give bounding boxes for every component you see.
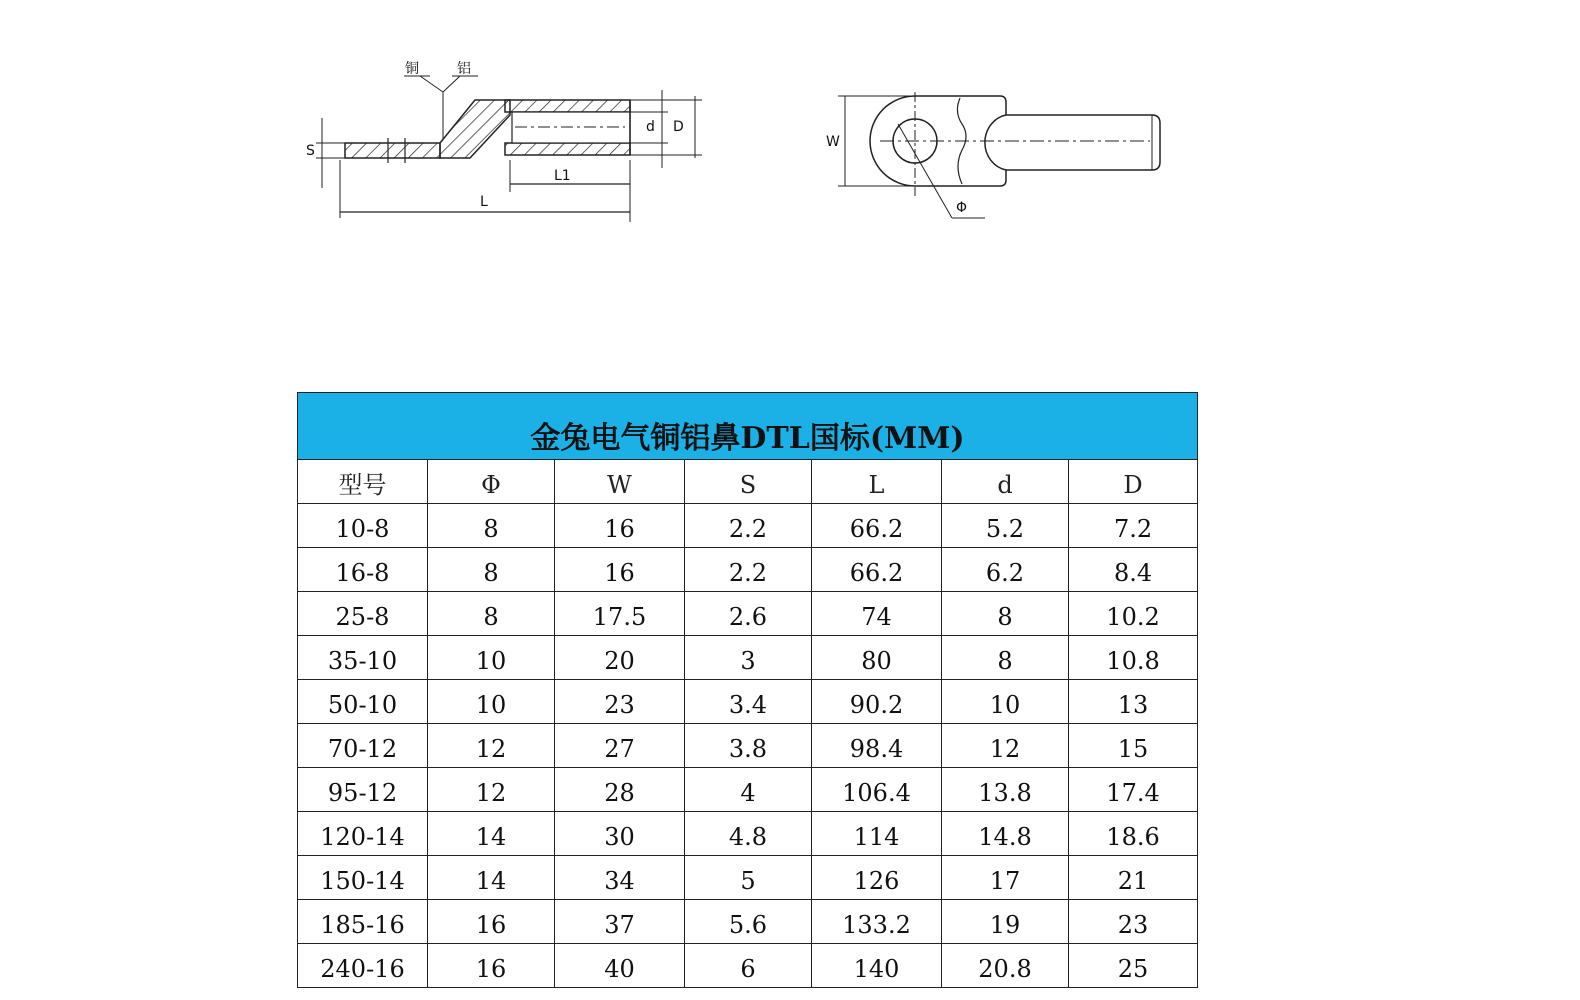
column-header: Φ (428, 460, 555, 504)
table-cell: 7.2 (1069, 504, 1198, 548)
table-header-row (298, 460, 1198, 504)
table-cell: 70-12 (298, 724, 428, 768)
table-cell: 3 (685, 636, 812, 680)
table-cell: 16 (428, 944, 555, 988)
table-cell: 30 (555, 812, 685, 856)
table-cell: 50-10 (298, 680, 428, 724)
column-header: S (685, 460, 812, 504)
table-cell: 80 (812, 636, 942, 680)
table-cell: 35-10 (298, 636, 428, 680)
phi-dimension-label: Φ (956, 200, 968, 216)
table-cell: 27 (555, 724, 685, 768)
barrel-outline (1006, 115, 1160, 170)
aluminum-label: 铝 (457, 61, 471, 77)
table-cell: 23 (1069, 900, 1198, 944)
table-cell: 17.5 (555, 592, 685, 636)
table-cell: 3.8 (685, 724, 812, 768)
table-cell: 14.8 (942, 812, 1069, 856)
table-cell: 2.2 (685, 548, 812, 592)
technical-drawing (0, 0, 1580, 260)
table-title: 金兔电气铜铝鼻DTL国标(MM) (298, 393, 1198, 460)
column-header: D (1069, 460, 1198, 504)
side-view (306, 60, 702, 222)
table-row (298, 900, 1198, 944)
L-dimension-label: L (480, 194, 488, 210)
table-cell: 8 (942, 636, 1069, 680)
table-cell: 8 (428, 548, 555, 592)
L1-dimension-label: L1 (554, 168, 571, 184)
transition-section (440, 100, 510, 158)
table-cell: 16-8 (298, 548, 428, 592)
table-cell: 12 (428, 768, 555, 812)
s-dimension-label: S (306, 143, 315, 159)
table-cell: 14 (428, 812, 555, 856)
table-cell: 95-12 (298, 768, 428, 812)
table-cell: 16 (555, 504, 685, 548)
d-dimension-label: d (646, 119, 655, 135)
table-cell: 8 (942, 592, 1069, 636)
table-cell: 185-16 (298, 900, 428, 944)
table-row (298, 592, 1198, 636)
table-cell: 150-14 (298, 856, 428, 900)
top-view (826, 92, 1160, 218)
table-cell: 133.2 (812, 900, 942, 944)
table-cell: 114 (812, 812, 942, 856)
table-cell: 2.2 (685, 504, 812, 548)
table-row (298, 680, 1198, 724)
table-cell: 15 (1069, 724, 1198, 768)
table-cell: 10.2 (1069, 592, 1198, 636)
table-row (298, 548, 1198, 592)
table-cell: 74 (812, 592, 942, 636)
D-dimension-label: D (673, 119, 684, 135)
table-row (298, 636, 1198, 680)
table-cell: 120-14 (298, 812, 428, 856)
table-cell: 6.2 (942, 548, 1069, 592)
table-row (298, 944, 1198, 988)
table-cell: 17.4 (1069, 768, 1198, 812)
w-dimension-label: W (826, 134, 840, 150)
table-cell: 17 (942, 856, 1069, 900)
table-cell: 90.2 (812, 680, 942, 724)
table-cell: 10 (428, 636, 555, 680)
table-cell: 20 (555, 636, 685, 680)
column-header: L (812, 460, 942, 504)
table-cell: 8 (428, 504, 555, 548)
table-cell: 37 (555, 900, 685, 944)
table-cell: 8.4 (1069, 548, 1198, 592)
column-header: 型号 (298, 460, 428, 504)
table-row (298, 856, 1198, 900)
column-header: d (942, 460, 1069, 504)
table-cell: 21 (1069, 856, 1198, 900)
table-cell: 19 (942, 900, 1069, 944)
table-cell: 4.8 (685, 812, 812, 856)
table-cell: 13.8 (942, 768, 1069, 812)
table-cell: 66.2 (812, 504, 942, 548)
spec-table (297, 392, 1198, 988)
table-row (298, 504, 1198, 548)
table-cell: 12 (428, 724, 555, 768)
table-cell: 240-16 (298, 944, 428, 988)
table-cell: 14 (428, 856, 555, 900)
table-body (298, 504, 1198, 988)
table-cell: 16 (555, 548, 685, 592)
table-cell: 10 (942, 680, 1069, 724)
table-row (298, 768, 1198, 812)
table-cell: 6 (685, 944, 812, 988)
table-cell: 40 (555, 944, 685, 988)
table-cell: 5 (685, 856, 812, 900)
table-cell: 16 (428, 900, 555, 944)
table-cell: 126 (812, 856, 942, 900)
table-cell: 23 (555, 680, 685, 724)
table-cell: 34 (555, 856, 685, 900)
table-cell: 10.8 (1069, 636, 1198, 680)
table-cell: 18.6 (1069, 812, 1198, 856)
barrel-top-wall (505, 100, 630, 112)
table-cell: 25-8 (298, 592, 428, 636)
column-header: W (555, 460, 685, 504)
table-cell: 98.4 (812, 724, 942, 768)
table-row (298, 724, 1198, 768)
table-cell: 10 (428, 680, 555, 724)
tongue-section (345, 143, 440, 158)
table-cell: 28 (555, 768, 685, 812)
table-cell: 25 (1069, 944, 1198, 988)
table-row (298, 812, 1198, 856)
table-cell: 66.2 (812, 548, 942, 592)
table-cell: 5.6 (685, 900, 812, 944)
table-cell: 140 (812, 944, 942, 988)
table-cell: 5.2 (942, 504, 1069, 548)
barrel-bottom-wall (505, 143, 630, 155)
table-cell: 20.8 (942, 944, 1069, 988)
table-cell: 8 (428, 592, 555, 636)
table-cell: 4 (685, 768, 812, 812)
table-cell: 3.4 (685, 680, 812, 724)
table-cell: 10-8 (298, 504, 428, 548)
table-cell: 13 (1069, 680, 1198, 724)
copper-label: 铜 (405, 61, 419, 77)
table-cell: 12 (942, 724, 1069, 768)
table-cell: 106.4 (812, 768, 942, 812)
table-cell: 2.6 (685, 592, 812, 636)
